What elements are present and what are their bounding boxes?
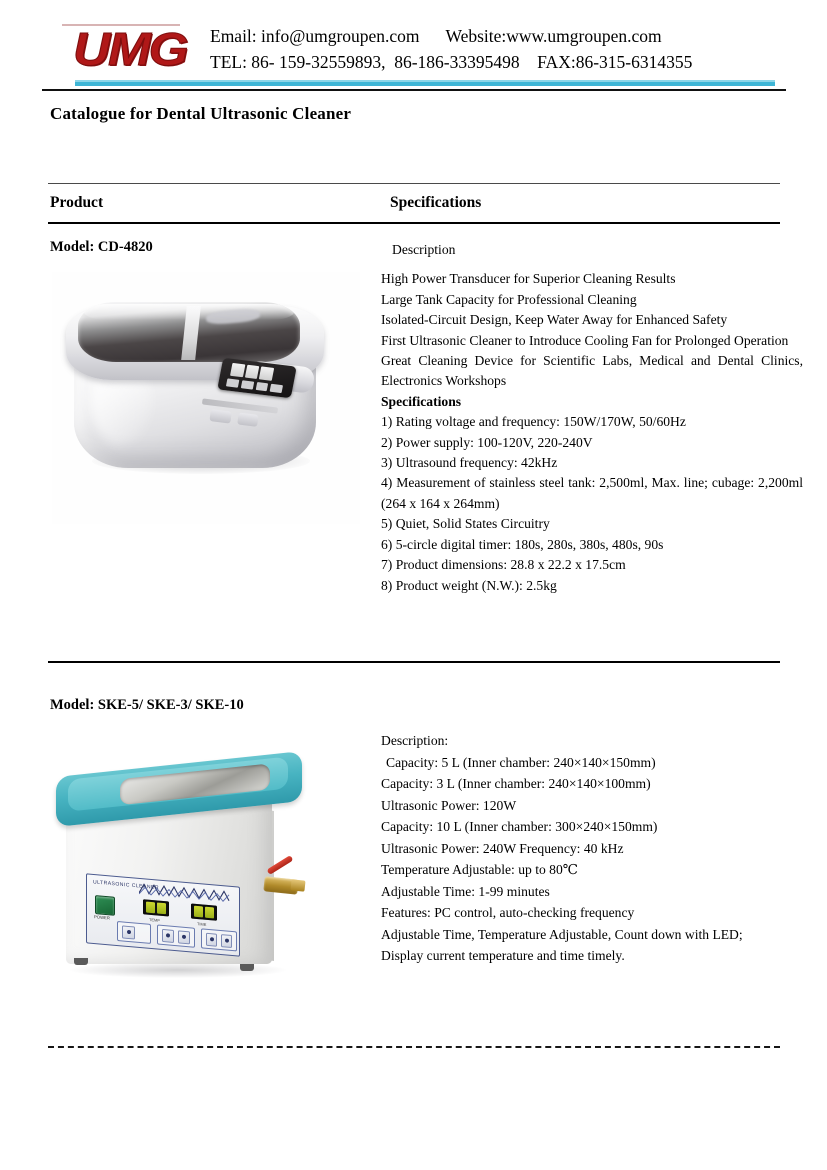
cd-front-pad: [209, 409, 231, 423]
description-heading: Description: [392, 242, 456, 257]
ske-foot: [74, 958, 88, 965]
header-bottom-rule: [42, 89, 786, 91]
ske-temperature-display: [143, 899, 169, 916]
cd-panel-button: [241, 380, 254, 389]
ske-time-up-button[interactable]: [178, 930, 190, 944]
footer-dashed-rule: [48, 1046, 780, 1048]
product-model-ske: Model: SKE-5/ SKE-3/ SKE-10: [50, 697, 244, 713]
header-tel-fax: TEL: 86- 159-32559893, 86-186-33395498 FAX:86-315-6314355: [210, 52, 693, 72]
specifications-heading: Specifications: [381, 393, 462, 409]
specification-item: 5) Quiet, Solid States Circuitry: [381, 516, 550, 532]
ske-lid-top-face: [68, 757, 288, 812]
cd-display-digit: [245, 365, 260, 379]
specification-item: 7) Product dimensions: 28.8 x 22.2 x 17.5cm: [381, 557, 626, 573]
description-line: Ultrasonic Power: 240W Frequency: 40 kHz: [381, 840, 624, 856]
cd-panel-button: [255, 382, 268, 391]
button-dot-icon: [166, 933, 170, 937]
button-dot-icon: [182, 935, 186, 939]
led-digit: [157, 902, 166, 914]
description-line: Display current temperature and time timely.: [381, 948, 625, 963]
logo-wordmark: UMG: [73, 23, 187, 75]
page-title: Catalogue for Dental Ultrasonic Cleaner: [50, 104, 352, 123]
product-model-cd4820: Model: CD-4820: [50, 239, 153, 255]
led-digit: [194, 906, 203, 918]
specification-item: 2) Power supply: 100-120V, 220-240V: [381, 434, 593, 450]
ske-power-label: POWER: [94, 913, 110, 921]
cd-display-digit: [230, 363, 245, 377]
table-head-top-rule: [48, 183, 780, 184]
cd-front-pad: [237, 412, 259, 426]
ske-temp-up-button[interactable]: [221, 934, 232, 948]
ske-time-down-button[interactable]: [162, 928, 174, 942]
ske-foot: [240, 964, 254, 971]
description-line: Capacity: 10 L (Inner chamber: 300×240×150mm): [381, 819, 658, 834]
cd-display-digit: [259, 366, 274, 380]
header-accent-rule: [75, 82, 775, 86]
column-header-product: Product: [50, 194, 104, 211]
specification-item: 4) Measurement of stainless steel tank: 2,500ml, Max. line; cubage: 2,200ml (264 x 164 x 264mm): [381, 475, 803, 511]
description-line: Large Tank Capacity for Professional Cleaning: [381, 291, 637, 307]
ske-power-switch[interactable]: [95, 895, 115, 916]
ske-startstop-group[interactable]: [117, 921, 151, 944]
description-line: High Power Transducer for Superior Cleaning Results: [381, 271, 676, 287]
description-line: Ultrasonic Power: 120W: [381, 797, 517, 813]
column-header-specifications: Specifications: [390, 194, 482, 211]
table-head-bottom-rule: [48, 222, 780, 224]
cd-panel-button: [226, 378, 239, 387]
description-line: Isolated-Circuit Design, Keep Water Away for Enhanced Safety: [381, 312, 728, 328]
header-contact-block: [198, 23, 780, 75]
specification-item: 6) 5-circle digital timer: 180s, 280s, 380s, 480s, 90s: [381, 536, 664, 552]
button-dot-icon: [225, 938, 229, 942]
row-divider-rule: [48, 661, 780, 663]
cd-digital-display: [230, 363, 274, 381]
product-specs-cd4820: [381, 240, 803, 596]
description-heading: Description:: [381, 733, 449, 748]
description-line: Capacity: 5 L (Inner chamber: 240×140×150mm): [386, 754, 656, 770]
page-header: [48, 18, 780, 80]
specification-item: 8) Product weight (N.W.): 2.5kg: [381, 577, 557, 593]
ske-valve-outlet: [290, 879, 305, 891]
ske-time-display-label: TIME: [197, 920, 207, 928]
cd-panel-buttons: [226, 378, 283, 393]
ske-control-panel: [86, 873, 240, 956]
cd-smoked-lid: [78, 302, 300, 362]
description-line: Great Cleaning Device for Scientific Labs, Medical and Dental Clinics, Electronics Workshops: [381, 353, 803, 389]
ske-temp-display-label: TEMP: [149, 916, 160, 924]
specification-item: 3) Ultrasound frequency: 42kHz: [381, 455, 558, 471]
ske-lid-tank-opening: [120, 763, 270, 805]
button-dot-icon: [210, 937, 214, 941]
cd-panel-button: [270, 384, 283, 393]
led-digit: [146, 902, 155, 914]
description-line: Features: PC control, auto-checking frequency: [381, 905, 635, 920]
description-line: Adjustable Time: 1-99 minutes: [381, 883, 550, 899]
ske-time-display: [191, 903, 217, 920]
umg-logo: [48, 23, 188, 75]
led-digit: [205, 907, 214, 919]
ske-temp-button-group[interactable]: [201, 928, 237, 951]
ske-temp-down-button[interactable]: [206, 932, 217, 946]
ske-start-stop-button[interactable]: [122, 925, 135, 939]
ske-panel-title: ULTRASONIC CLEANER: [93, 878, 159, 891]
header-email-website: Email: info@umgroupen.com Website:www.umgroupen.com: [210, 26, 662, 46]
description-line: Capacity: 3 L (Inner chamber: 240×140×100mm): [381, 776, 651, 791]
ske-time-button-group[interactable]: [157, 924, 195, 947]
ske-feet: [72, 958, 262, 966]
product-image-ske: [48, 752, 338, 1000]
button-dot-icon: [127, 930, 131, 934]
description-line: First Ultrasonic Cleaner to Introduce Cooling Fan for Prolonged Operation: [381, 332, 789, 348]
description-line: Temperature Adjustable: up to 80℃: [381, 862, 578, 877]
specification-item: 1) Rating voltage and frequency: 150W/170W, 50/60Hz: [381, 414, 686, 430]
product-specs-ske: [381, 730, 803, 967]
product-image-cd4820: [52, 272, 360, 524]
description-line: Adjustable Time, Temperature Adjustable, Count down with LED;: [381, 926, 743, 942]
